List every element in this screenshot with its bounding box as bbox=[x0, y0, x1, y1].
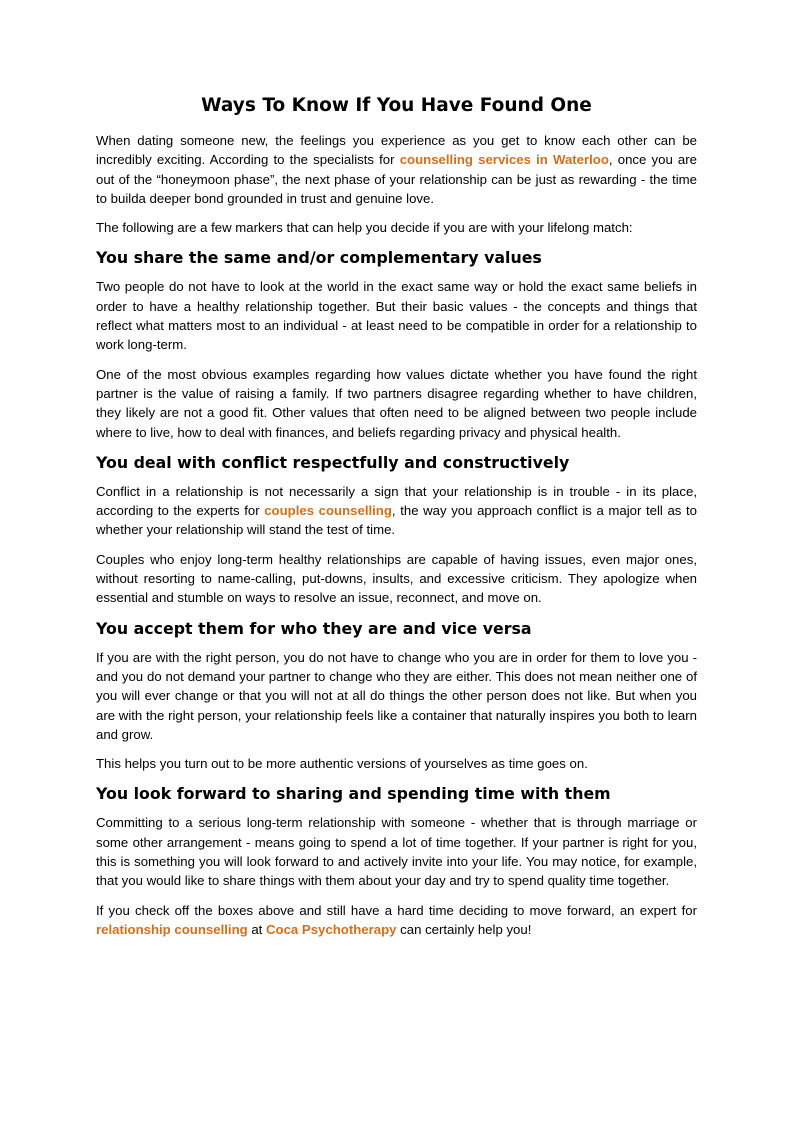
time-paragraph-1: Committing to a serious long-term relationship with someone - whether that is through marriage or some other arrangement - means going to spend a lot of time together. If your partner is right for you, this is something you will look forward to and actively invite into your life. You may notice, for example, that you would like to share things with them about your day and try to spend quality time together. bbox=[96, 815, 697, 889]
couples-counselling-link[interactable]: couples counselling bbox=[264, 503, 392, 519]
section-heading-conflict: You deal with conflict respectfully and constructively bbox=[96, 452, 570, 472]
conflict-text-start: Conflict in a relationship is not necessarily a sign that your relationship is in trouble - in its place, according to the experts for bbox=[96, 483, 697, 519]
conflict-paragraph-1 bbox=[96, 482, 697, 540]
values-paragraph-1: Two people do not have to look at the world in the exact same way or hold the exact same beliefs in order to have a healthy relationship together. But their basic values - the concepts and things that reflect what matters most to an individual - at least need to be compatible in order for a relationship to work long-term. bbox=[96, 279, 697, 353]
section-heading-values: You share the same and/or complementary values bbox=[96, 248, 542, 268]
counselling-services-link[interactable]: counselling services in Waterloo bbox=[399, 152, 609, 168]
relationship-counselling-link[interactable]: relationship counselling bbox=[96, 921, 248, 937]
closing-text-start: If you check off the boxes above and still have a hard time deciding to move forward, an expert for bbox=[96, 902, 697, 918]
values-paragraph-2: One of the most obvious examples regarding how values dictate whether you have found the right partner is the value of raising a family. If two partners disagree regarding whether to have children, they likely are not a good fit. Other values that often need to be aligned between two people include where to live, how to deal with finances, and beliefs regarding privacy and physical health. bbox=[96, 366, 697, 440]
document-page bbox=[96, 93, 697, 949]
closing-text-mid: at bbox=[247, 921, 267, 937]
conflict-text-end: , the way you approach conflict is a major tell as to whether your relationship will stand the test of time. bbox=[96, 503, 697, 538]
accept-paragraph-2: This helps you turn out to be more authentic versions of yourselves as time goes on. bbox=[96, 756, 588, 772]
intro-paragraph bbox=[96, 131, 697, 208]
intro-markers-paragraph: The following are a few markers that can help you decide if you are with your lifelong match: bbox=[96, 220, 633, 236]
conflict-paragraph-2: Couples who enjoy long-term healthy relationships are capable of having issues, even major ones, without resorting to name-calling, put-downs, insults, and excessive criticism. They apologize when essential and stumble on ways to resolve an issue, reconnect, and move on. bbox=[96, 551, 697, 606]
page-title: Ways To Know If You Have Found One bbox=[201, 95, 592, 116]
section-heading-accept: You accept them for who they are and vice versa bbox=[96, 618, 532, 638]
coca-psychotherapy-link[interactable]: Coca Psychotherapy bbox=[266, 921, 397, 937]
intro-text-start: When dating someone new, the feelings you experience as you get to know each other can be incredibly exciting. According to the specialists for bbox=[96, 133, 697, 168]
intro-text-end: , once you are out of the “honeymoon phase”, the next phase of your relationship can be just as rewarding - the time to builda deeper bond grounded in trust and genuine love. bbox=[96, 152, 697, 206]
closing-text-end: can certainly help you! bbox=[396, 921, 532, 937]
section-heading-time: You look forward to sharing and spending time with them bbox=[96, 784, 611, 804]
time-paragraph-2 bbox=[96, 901, 697, 940]
accept-paragraph-1: If you are with the right person, you do not have to change who you are in order for them to love you - and you do not demand your partner to change who they are either. This does not mean neither one of you will ever change or that you will not at all do things the other person does not like. But when you are with the right person, your relationship feels like a container that naturally inspires you both to learn and grow. bbox=[96, 649, 697, 742]
